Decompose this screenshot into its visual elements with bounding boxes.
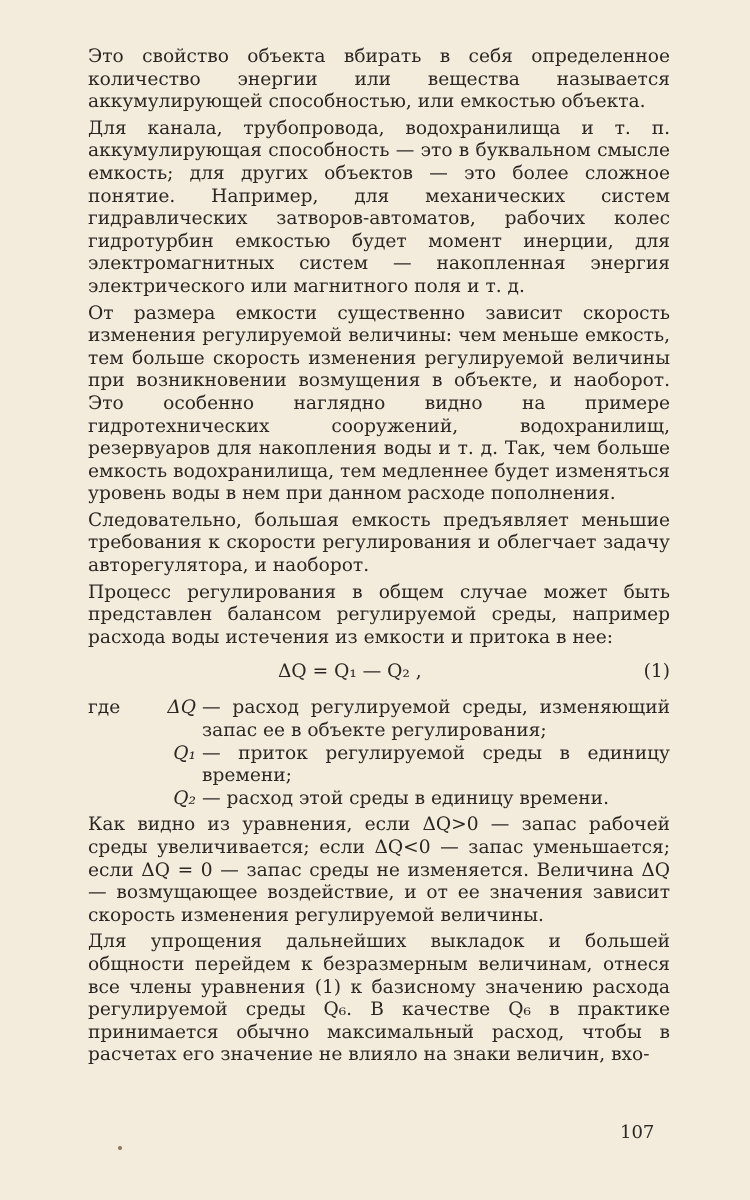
paragraph: Процесс регулирования в общем случае может быть представлен балансом регулируемой среды, например расхода воды истечения из емкости и притока в нее: [88, 581, 670, 648]
paragraph: Следовательно, большая емкость предъявляет меньшие требования к скорости регулирования и облегчает задачу авторегулятора, и наоборот. [88, 509, 670, 577]
paragraph: От размера емкости существенно зависит скорость изменения регулируемой величины: чем меньше емкость, тем больше скорость изменения регулируемой величины при возникновении возмущения в объекте, и наоборот. Это особенно наглядно видно на примере гидротехнических сооружений, водохранилищ, резервуаров для накопления воды и т. д. Так, чем больше емкость водохранилища, тем медленнее будет изменяться уровень воды в нем при данном расходе пополнения. [88, 302, 670, 505]
paragraph: Для упрощения дальнейших выкладок и большей общности перейдем к безразмерным величинам, отнеся все члены уравнения (1) к базисному значению расхода регулируемой среды Q₆. В качестве Q₆ в практике принимается обычно максимальный расход, чтобы в расчетах его значение не влияло на знаки величин, вхо- [88, 931, 670, 1066]
text-block [88, 46, 670, 1071]
legend-text: — расход регулируемой среды, изменяющий запас ее в объекте регулирования; [202, 697, 670, 742]
paragraph: Для канала, трубопровода, водохранилища и т. п. аккумулирующая способность — это в буквальном смысле емкость; для других объектов — это более сложное понятие. Например, для механических систем гидравлических затворов-автоматов, рабочих колес гидротурбин емкостью будет момент инерции, для электромагнитных систем — накопленная энергия электрического или магнитного поля и т. д. [88, 117, 670, 297]
paragraph: Как видно из уравнения, если ΔQ>0 — запас рабочей среды увеличивается; если ΔQ<0 — запас уменьшается; если ΔQ = 0 — запас среды не изменяется. Величина ΔQ — возмущающее воздействие, и от ее значения зависит скорость изменения регулируемой величины. [88, 814, 670, 926]
legend-row [88, 788, 670, 811]
legend-text: — расход этой среды в единицу времени. [202, 787, 609, 809]
legend-symbol: ΔQ [167, 697, 196, 719]
page-number: 107 [620, 1122, 655, 1143]
equation-body: ΔQ = Q₁ — Q₂ , [278, 661, 422, 683]
legend-lead: где [88, 697, 121, 719]
equation-number: (1) [643, 661, 670, 683]
legend-text: — приток регулируемой среды в единицу времени; [202, 742, 670, 787]
print-speck [118, 1146, 122, 1150]
legend-row [88, 743, 670, 788]
equation-legend [88, 697, 670, 810]
paragraph: Это свойство объекта вбирать в себя определенное количество энергии или вещества называется аккумулирующей способностью, или емкостью объекта. [88, 46, 670, 113]
legend-row [88, 697, 670, 742]
equation [88, 657, 670, 691]
legend-symbol: Q₁ [173, 742, 196, 764]
legend-symbol: Q₂ [173, 787, 196, 809]
